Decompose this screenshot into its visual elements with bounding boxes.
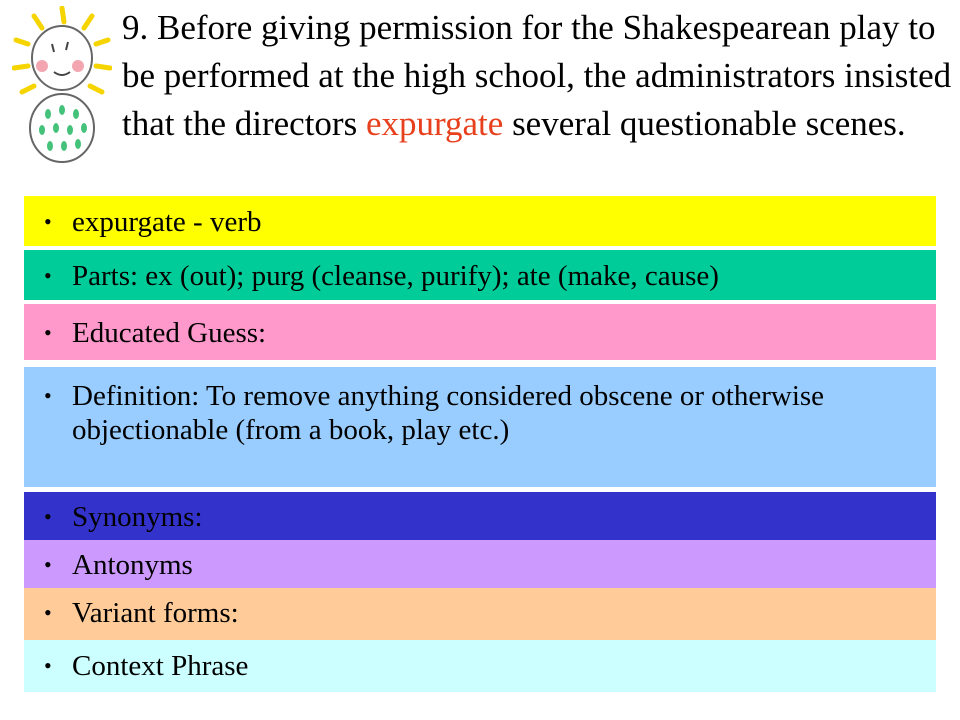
bullet-dot-icon: • — [44, 504, 52, 529]
bullet-dot-icon: • — [44, 320, 52, 345]
vocab-word-highlight: expurgate — [365, 104, 504, 143]
antonyms-text: Antonyms — [72, 549, 193, 581]
row-educated-guess — [24, 304, 936, 360]
row-parts — [24, 250, 936, 300]
row-antonyms — [24, 540, 936, 588]
question-text-before: 9. Before giving permission for the Shakespearean play to be performed at the high school, the administrators insisted that the directors — [122, 8, 952, 143]
variant-forms-text: Variant forms: — [72, 597, 239, 629]
synonyms-text: Synonyms: — [72, 501, 203, 533]
bullet-dot-icon: • — [44, 209, 52, 234]
row-synonyms — [24, 492, 936, 540]
row-context-phrase — [24, 640, 936, 692]
parts-text: Parts: ex (out); purg (cleanse, purify); ate (make, cause) — [72, 260, 719, 292]
question-text-after: several questionable scenes. — [503, 104, 906, 143]
definition-text: Definition: To remove anything considered obscene or otherwise objectionable (from a book, play etc.) — [72, 380, 825, 446]
row-definition — [24, 367, 936, 487]
bullet-dot-icon: • — [44, 552, 52, 577]
word-pos-text: expurgate - verb — [72, 206, 262, 238]
bullet-dot-icon: • — [44, 653, 52, 678]
educated-guess-text: Educated Guess: — [72, 317, 267, 349]
cartoon-child-icon — [12, 6, 112, 166]
row-word-pos — [24, 196, 936, 246]
row-variant-forms — [24, 588, 936, 640]
context-phrase-text: Context Phrase — [72, 650, 249, 682]
bullet-dot-icon: • — [44, 263, 52, 288]
bullet-dot-icon: • — [44, 383, 52, 408]
bullet-dot-icon: • — [44, 600, 52, 625]
question-text — [122, 4, 952, 148]
